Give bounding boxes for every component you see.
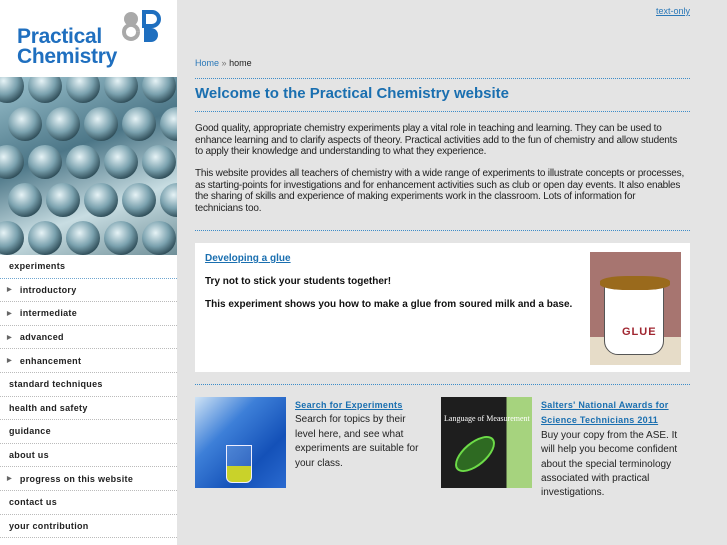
flask-shape (104, 221, 138, 255)
flask-shape (0, 77, 24, 103)
logo-line2: Chemistry (17, 45, 118, 68)
sidebar-item-health-and-safety[interactable] (0, 397, 177, 421)
sidebar-item-introductory[interactable] (0, 279, 177, 303)
feature-tagline: Try not to stick your students together! (205, 276, 392, 287)
sidebar-item-label: standard techniques (9, 379, 103, 390)
text-only-link[interactable]: text-only (655, 6, 690, 16)
glue-bucket-image[interactable] (590, 252, 681, 365)
breadcrumb-home-link[interactable]: Home (195, 58, 220, 68)
logo-mark-icon (122, 10, 162, 46)
arrow-right-icon: ▶ (7, 334, 12, 341)
search-experiments-image[interactable] (195, 397, 286, 488)
search-experiments-card (295, 398, 427, 471)
glue-label: GLUE (622, 326, 657, 338)
flask-shape (66, 145, 100, 179)
divider (195, 230, 690, 231)
flask-shape (142, 77, 176, 103)
flask-shape (66, 77, 100, 103)
salters-awards-link[interactable]: Salters' National Awards for Science Technicians 2011 (541, 400, 669, 426)
breadcrumb (195, 58, 252, 68)
sidebar-item-label: guidance (9, 426, 51, 437)
sidebar-item-label: intermediate (19, 308, 78, 319)
sidebar-item-advanced[interactable] (0, 326, 177, 350)
intro-paragraph: Good quality, appropriate chemistry experiments play a vital role in teaching and learning. They can be used to enhance learning and to clarify aspects of theory. Practical activities add to the fun of chemistry and allow students to apply their knowledge and understanding to what they experience. (195, 123, 678, 158)
language-of-measurement-book-image[interactable] (441, 397, 532, 488)
site-logo[interactable] (0, 0, 177, 77)
flask-shape (28, 221, 62, 255)
flask-shape (46, 107, 80, 141)
sidebar-item-standard-techniques[interactable] (0, 373, 177, 397)
card-text: Search for topics by their level here, and see what experiments are suitable for your class. (295, 414, 419, 469)
sidebar-item-label: enhancement (19, 355, 82, 366)
flask-shape (84, 107, 118, 141)
feature-title-link[interactable]: Developing a glue (205, 253, 291, 264)
logo-line1: Practical (17, 25, 102, 48)
page-title: Welcome to the Practical Chemistry website (195, 85, 509, 102)
flask-shape (122, 183, 156, 217)
test-tubes-photo (0, 77, 177, 255)
flask-shape (8, 107, 42, 141)
sidebar-item-label: introductory (19, 284, 77, 295)
flask-shape (8, 183, 42, 217)
arrow-right-icon: ▶ (7, 287, 12, 294)
flask-shape (0, 145, 24, 179)
sidebar-item-label: contact us (9, 497, 58, 508)
salters-awards-card (541, 398, 691, 501)
arrow-right-icon: ▶ (7, 358, 12, 365)
breadcrumb-current: home (229, 58, 252, 68)
flask-shape (28, 77, 62, 103)
divider (195, 78, 690, 79)
sidebar-item-guidance[interactable] (0, 420, 177, 444)
card-text: Buy your copy from the ASE. It will help you become confident about the special terminology associated with practical investigations. (541, 429, 678, 499)
sidebar (0, 0, 177, 545)
sidebar-item-label: about us (9, 450, 49, 461)
featured-experiment (195, 243, 690, 372)
flask-shape (142, 145, 176, 179)
sidebar-item-about-us[interactable] (0, 444, 177, 468)
breadcrumb-separator: » (221, 58, 227, 68)
book-title: Language of Measurement (444, 414, 530, 423)
sidebar-nav (0, 255, 177, 538)
intro-paragraph: This website provides all teachers of chemistry with a wide range of experiments to illustrate concepts or processes, as starting-points for investigations and for enhancement activities such as club or open day events. It also enables the sharing of skills and experience of making experiments work in the classroom. Lots of information for technicians too. (195, 168, 685, 214)
sidebar-item-contact-us[interactable] (0, 491, 177, 515)
divider (195, 384, 690, 385)
flask-shape (160, 107, 177, 141)
sidebar-item-label: advanced (19, 332, 64, 343)
sidebar-item-progress-on-this-website[interactable] (0, 467, 177, 491)
flask-shape (66, 221, 100, 255)
sidebar-item-label: progress on this website (19, 473, 134, 484)
arrow-right-icon: ▶ (7, 476, 12, 483)
flask-shape (84, 183, 118, 217)
sidebar-item-enhancement[interactable] (0, 349, 177, 373)
flask-shape (0, 221, 24, 255)
sidebar-item-label: experiments (9, 261, 66, 272)
sidebar-item-your-contribution[interactable] (0, 515, 177, 539)
flask-shape (28, 145, 62, 179)
sidebar-item-intermediate[interactable] (0, 302, 177, 326)
sidebar-item-label: your contribution (9, 520, 89, 531)
arrow-right-icon: ▶ (7, 310, 12, 317)
divider (195, 111, 690, 112)
search-experiments-link[interactable]: Search for Experiments (295, 400, 403, 410)
flask-shape (142, 221, 176, 255)
flask-shape (46, 183, 80, 217)
flask-shape (122, 107, 156, 141)
flask-shape (104, 77, 138, 103)
sidebar-item-experiments[interactable] (0, 255, 177, 279)
flask-shape (104, 145, 138, 179)
feature-description: This experiment shows you how to make a glue from soured milk and a base. (205, 299, 573, 310)
sidebar-item-label: health and safety (9, 402, 88, 413)
flask-shape (160, 183, 177, 217)
